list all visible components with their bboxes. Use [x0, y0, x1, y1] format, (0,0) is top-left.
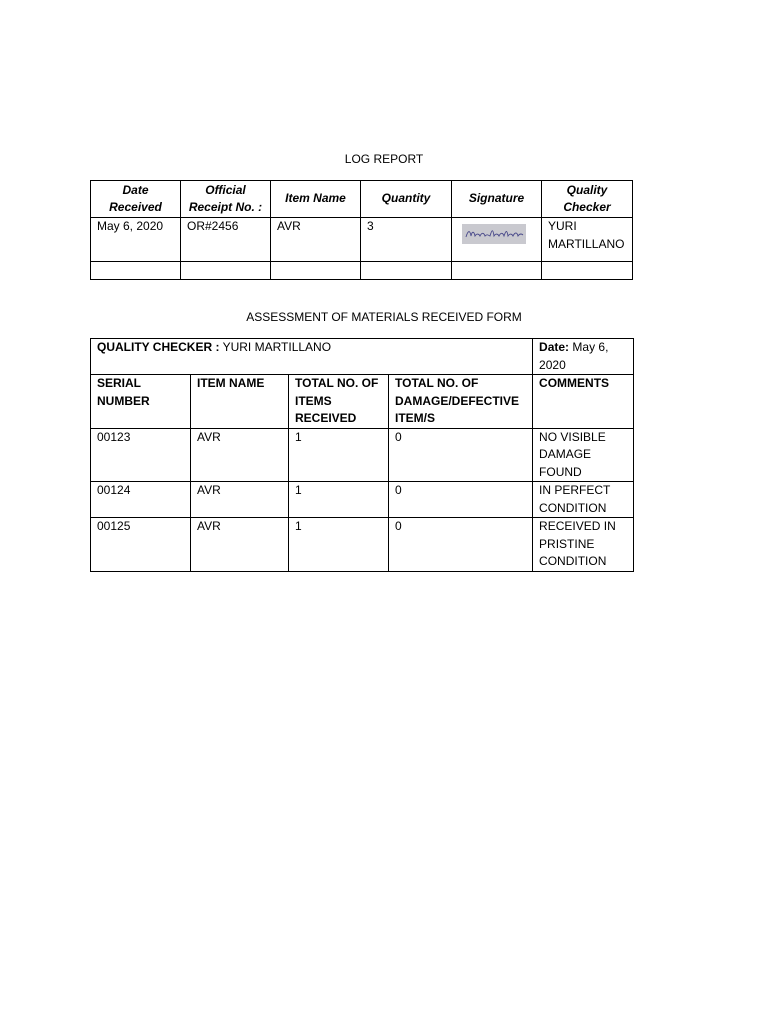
cell-serial: 00124 — [91, 482, 191, 518]
empty-cell — [452, 262, 542, 280]
cell-signature — [452, 218, 542, 262]
header-quality-checker: Quality Checker — [542, 181, 633, 218]
table-row — [91, 518, 634, 572]
cell-serial: 00125 — [91, 518, 191, 572]
log-header-row — [91, 181, 633, 218]
empty-cell — [542, 262, 633, 280]
header-total-damage: TOTAL NO. OF DAMAGE/DEFECTIVE ITEM/S — [389, 375, 533, 429]
assessment-header-row — [91, 375, 634, 429]
date-value: May 6, 2020 — [539, 340, 609, 372]
assessment-table — [90, 338, 634, 572]
log-report-title: LOG REPORT — [344, 152, 424, 166]
table-row — [91, 218, 633, 262]
table-row — [91, 482, 634, 518]
log-report-table — [90, 180, 633, 280]
cell-damage: 0 — [389, 428, 533, 482]
header-date-received: Date Received — [91, 181, 181, 218]
table-row — [91, 428, 634, 482]
signature-image — [462, 224, 526, 244]
cell-comments: RECEIVED IN PRISTINE CONDITION — [533, 518, 634, 572]
header-item-name: ITEM NAME — [191, 375, 289, 429]
cell-date-received: May 6, 2020 — [91, 218, 181, 262]
cell-received: 1 — [289, 518, 389, 572]
cell-damage: 0 — [389, 482, 533, 518]
quality-checker-cell — [91, 339, 533, 375]
cell-comments: IN PERFECT CONDITION — [533, 482, 634, 518]
date-cell — [533, 339, 634, 375]
cell-received: 1 — [289, 428, 389, 482]
cell-item-name: AVR — [271, 218, 361, 262]
empty-cell — [91, 262, 181, 280]
header-serial-number: SERIAL NUMBER — [91, 375, 191, 429]
cell-received: 1 — [289, 482, 389, 518]
cell-serial: 00123 — [91, 428, 191, 482]
quality-checker-label: QUALITY CHECKER : — [97, 340, 220, 354]
cell-official-receipt: OR#2456 — [181, 218, 271, 262]
empty-cell — [361, 262, 452, 280]
assessment-form-title: ASSESSMENT OF MATERIALS RECEIVED FORM — [246, 310, 522, 324]
quality-checker-row — [91, 339, 634, 375]
cell-quality-checker: YURI MARTILLANO — [542, 218, 633, 262]
cell-item: AVR — [191, 518, 289, 572]
header-signature: Signature — [452, 181, 542, 218]
header-item-name: Item Name — [271, 181, 361, 218]
header-quantity: Quantity — [361, 181, 452, 218]
header-comments: COMMENTS — [533, 375, 634, 429]
cell-comments: NO VISIBLE DAMAGE FOUND — [533, 428, 634, 482]
cell-item: AVR — [191, 428, 289, 482]
date-label: Date: — [539, 340, 570, 354]
empty-cell — [271, 262, 361, 280]
empty-cell — [181, 262, 271, 280]
table-row — [91, 262, 633, 280]
cell-damage: 0 — [389, 518, 533, 572]
cell-item: AVR — [191, 482, 289, 518]
cell-quantity: 3 — [361, 218, 452, 262]
header-total-received: TOTAL NO. OF ITEMS RECEIVED — [289, 375, 389, 429]
header-official-receipt: Official Receipt No. : — [181, 181, 271, 218]
quality-checker-value: YURI MARTILLANO — [219, 340, 332, 354]
